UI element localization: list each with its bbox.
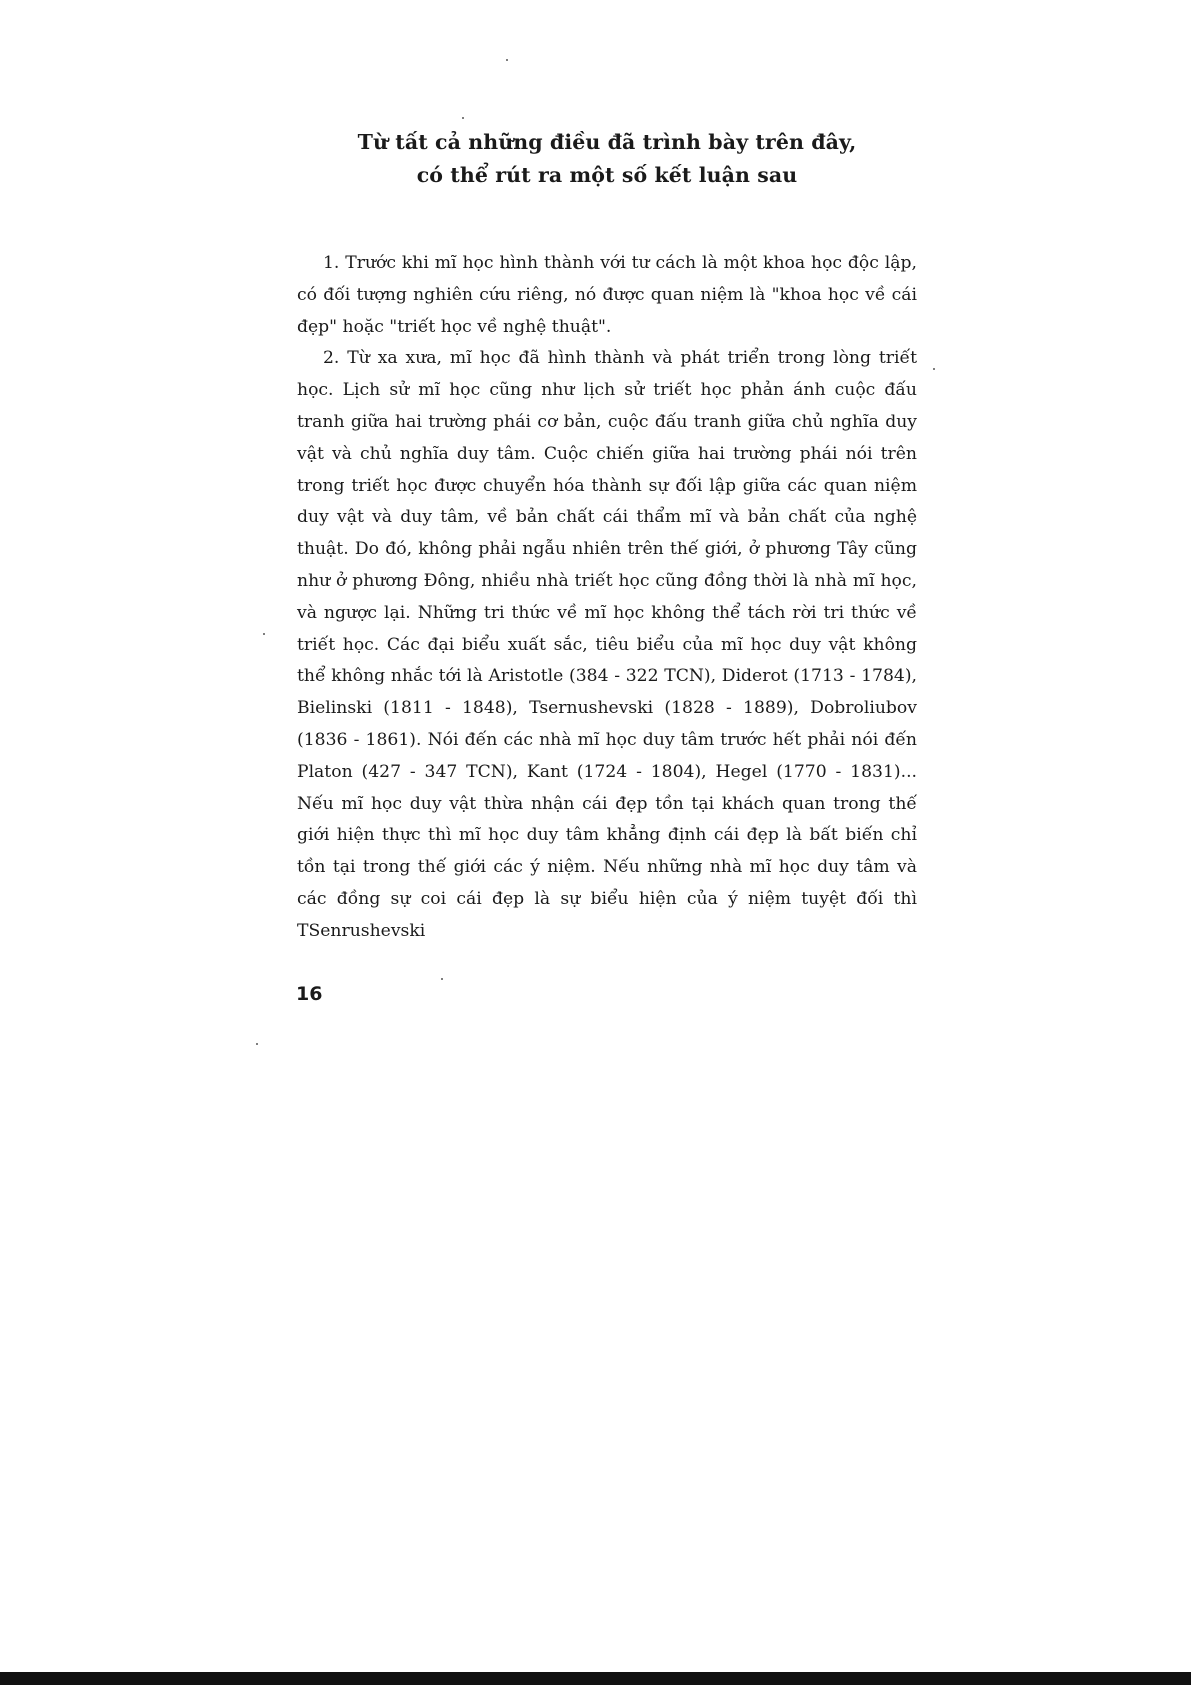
paragraph-2: 2. Từ xa xưa, mĩ học đã hình thành và phát triển trong lòng triết học. Lịch sử mĩ học cũng như lịch sử triết học phản ánh cuộc đấu tranh giữa hai trường phái cơ bản, cuộc đấu tranh giữa chủ nghĩa duy vật và chủ nghĩa duy tâm. Cuộc chiến giữa hai trường phái nói trên trong triết học được chuyển hóa thành sự đối lập giữa các quan niệm duy vật và duy tâm, về bản chất cái thẩm mĩ và bản chất của nghệ thuật. Do đó, không phải ngẫu nhiên trên thế giới, ở phương Tây cũng như ở phương Đông, nhiều nhà triết học cũng đồng thời là nhà mĩ học, và ngược lại. Những tri thức về mĩ học không thể tách rời tri thức về triết học. Các đại biểu xuất sắc, tiêu biểu của mĩ học duy vật không thể không nhắc tới là Aristotle (384 - 322 TCN), Diderot (1713 - 1784), Bielinski (1811 - 1848), Tsernushevski (1828 - 1889), Dobroliubov (1836 - 1861). Nói đến các nhà mĩ học duy tâm trước hết phải nói đến Platon (427 - 347 TCN), Kant (1724 - 1804), Hegel (1770 - 1831)... Nếu mĩ học duy vật thừa nhận cái đẹp tồn tại khách quan trong thế giới hiện thực thì mĩ học duy tâm khẳng định cái đẹp là bất biến chỉ tồn tại trong thế giới các ý niệm. Nếu những nhà mĩ học duy tâm và các đồng sự coi cái đẹp là sự biểu hiện của ý niệm tuyệt đối thì TSenrushevski <box>297 348 917 941</box>
scan-speck <box>462 117 464 119</box>
scan-border <box>0 1672 1191 1685</box>
scan-speck <box>933 368 935 370</box>
scan-speck <box>256 1043 258 1045</box>
paragraph-1: 1. Trước khi mĩ học hình thành với tư cách là một khoa học độc lập, có đối tượng nghiên cứu riêng, nó được quan niệm là "khoa học về cái đẹp" hoặc "triết học về nghệ thuật". <box>297 253 917 337</box>
heading-line-2: có thể rút ra một số kết luận sau <box>416 163 798 187</box>
scan-speck <box>506 59 508 61</box>
scan-speck <box>441 978 443 980</box>
body-text <box>297 248 917 948</box>
scan-speck <box>263 633 265 635</box>
heading-line-1: Từ tất cả những điều đã trình bày trên đây, <box>357 130 857 154</box>
section-heading <box>295 126 919 192</box>
page-number: 16 <box>296 983 323 1005</box>
